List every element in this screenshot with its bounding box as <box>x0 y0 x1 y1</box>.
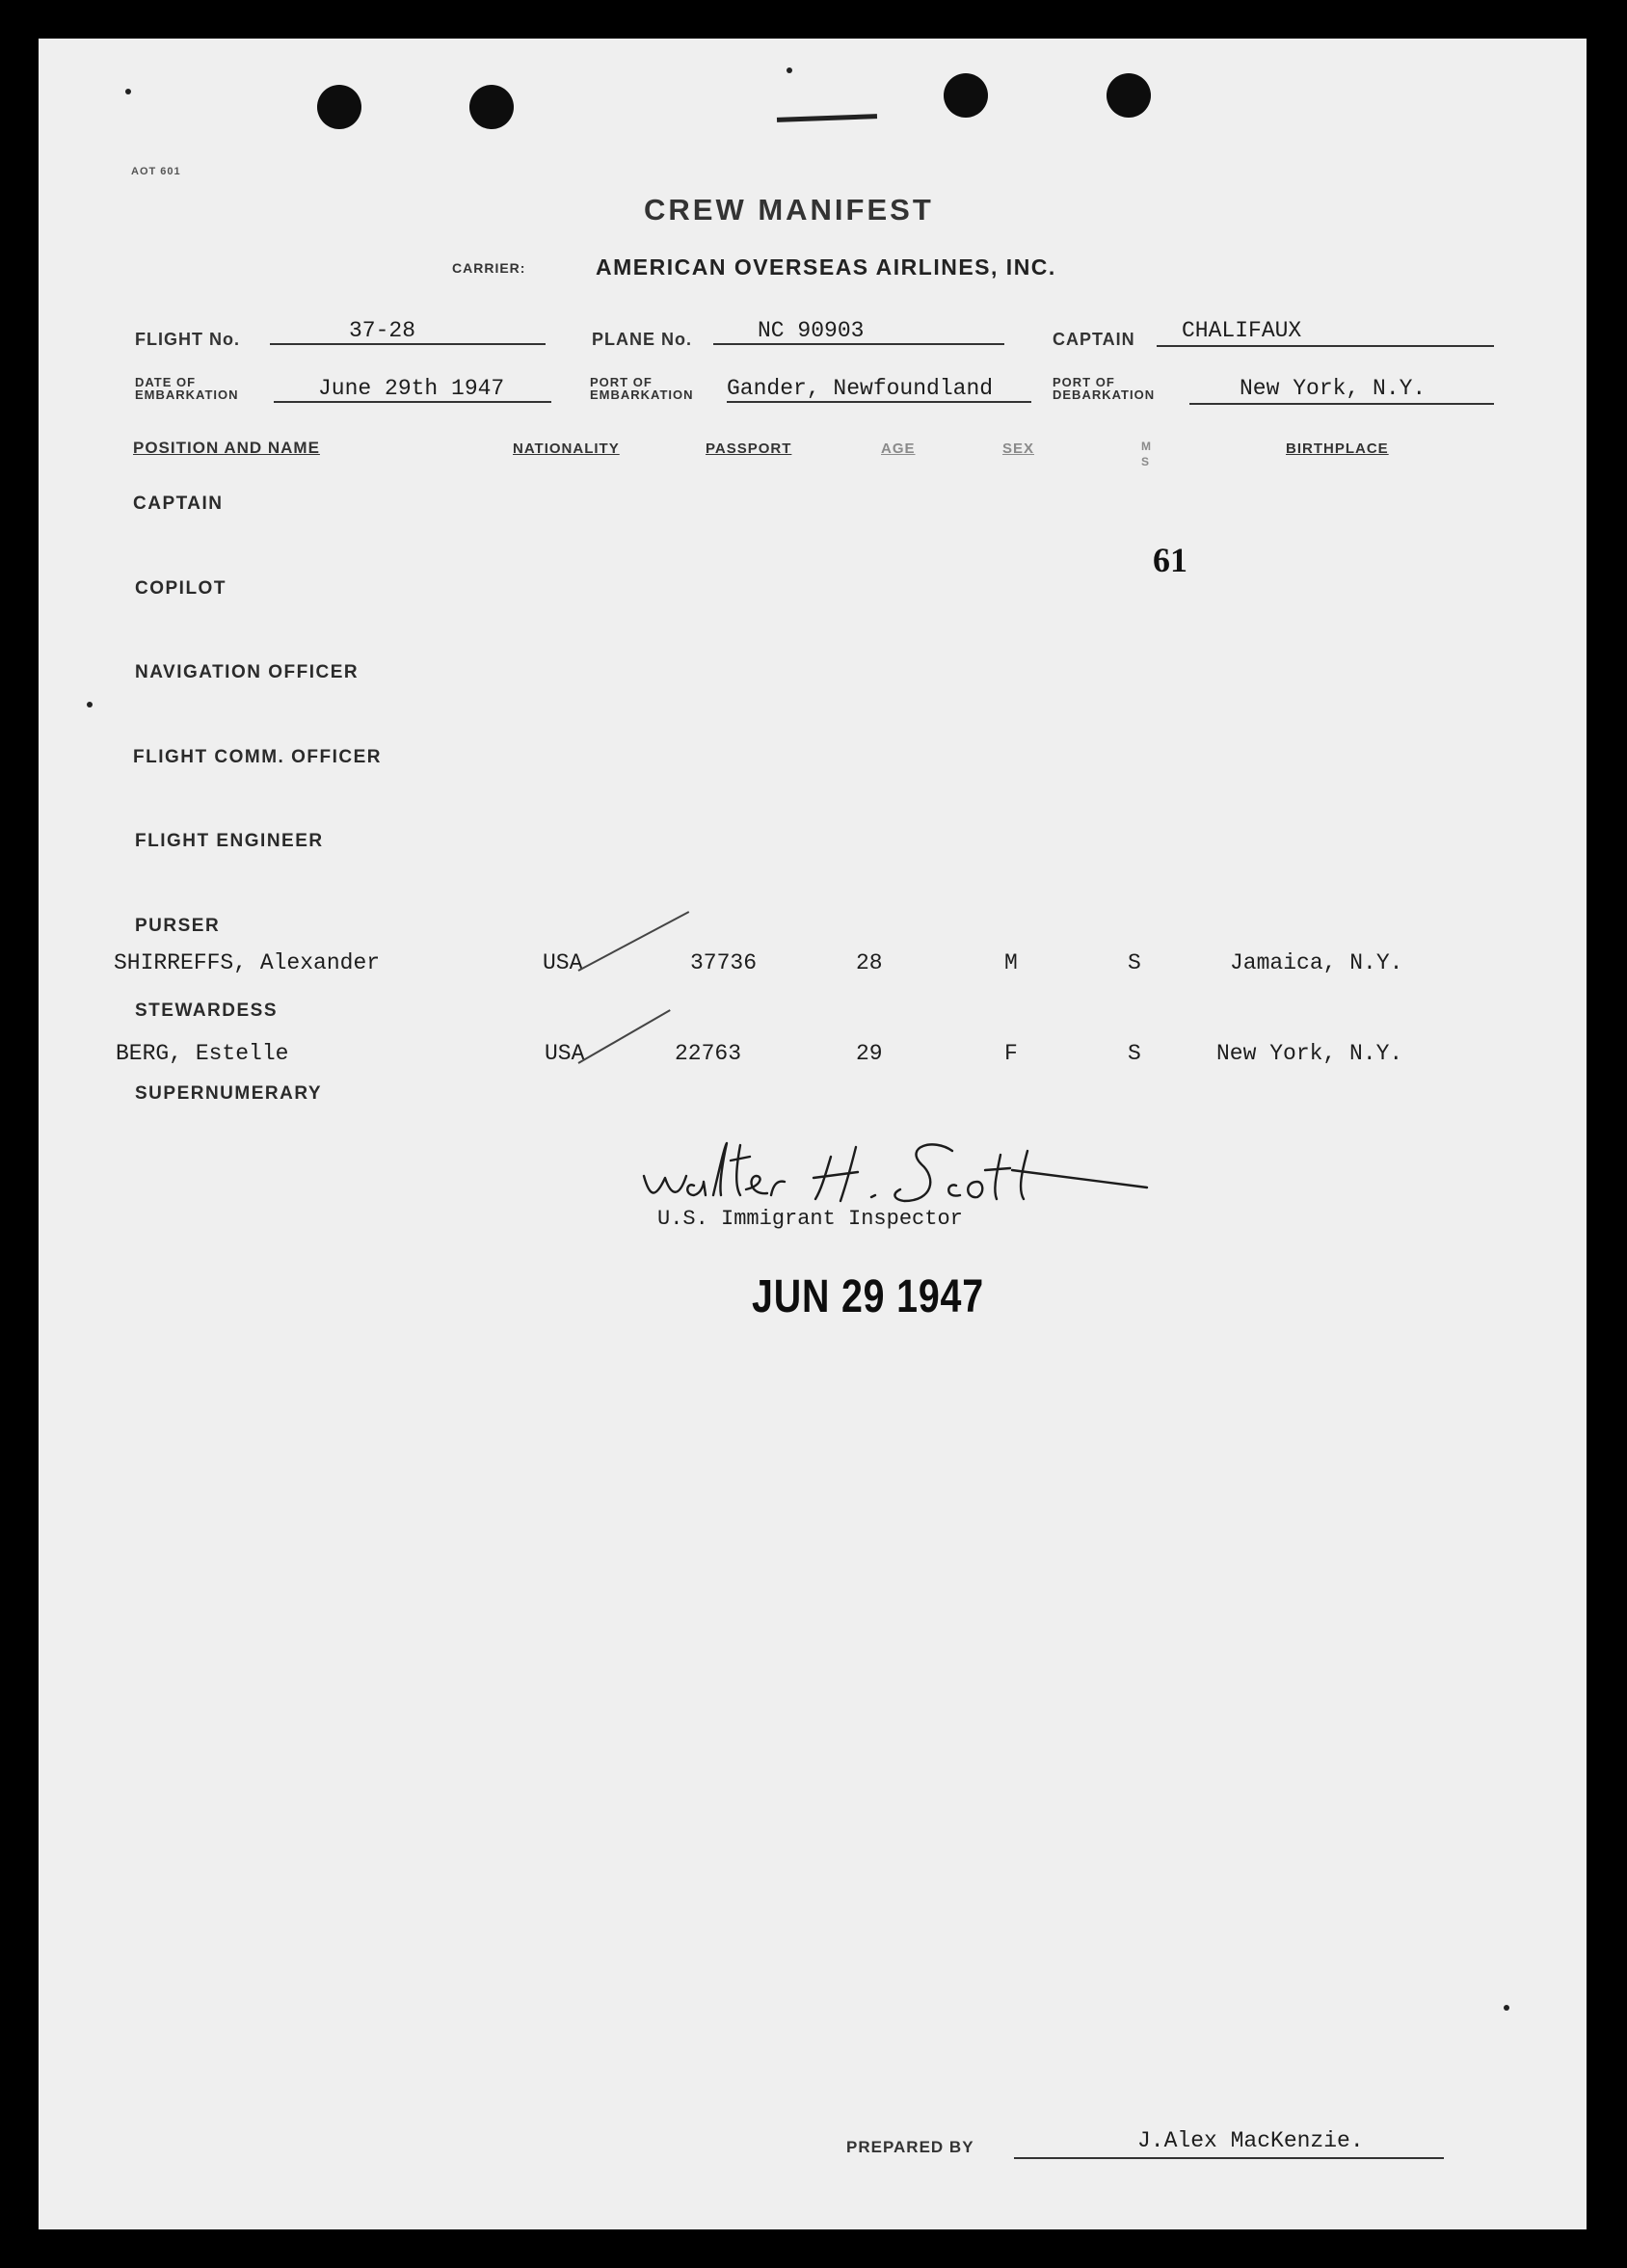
crew-age: 28 <box>856 950 883 975</box>
crew-age: 29 <box>856 1041 883 1066</box>
crew-name: SHIRREFFS, Alexander <box>114 950 381 975</box>
col-position-name: POSITION AND NAME <box>133 439 320 457</box>
port-of-debarkation: New York, N.Y. <box>1240 376 1427 401</box>
col-nationality: NATIONALITY <box>513 440 620 457</box>
date-stamp: JUN 29 1947 <box>752 1271 984 1322</box>
crew-birthplace: New York, N.Y. <box>1216 1041 1403 1066</box>
crew-birthplace: Jamaica, N.Y. <box>1230 950 1403 975</box>
flight-no-label: FLIGHT No. <box>135 330 240 349</box>
paper-speck <box>787 67 792 73</box>
inspector-title: U.S. Immigrant Inspector <box>657 1207 963 1231</box>
col-birthplace: BIRTHPLACE <box>1286 440 1389 457</box>
page-number: 61 <box>1153 541 1187 579</box>
prepared-by-line <box>1014 2157 1444 2159</box>
port-emb-line <box>727 401 1031 403</box>
captain-line <box>1157 345 1494 347</box>
flight-no-line <box>270 343 546 345</box>
position-comm-officer: FLIGHT COMM. OFFICER <box>133 747 382 767</box>
date-line <box>274 401 551 403</box>
crew-marital: S <box>1128 1041 1141 1066</box>
page-title: CREW MANIFEST <box>644 193 934 227</box>
crew-nationality: USA <box>543 950 583 975</box>
position-copilot: COPILOT <box>135 578 227 599</box>
prepared-by-label: PREPARED BY <box>846 2138 974 2156</box>
paper-speck <box>125 89 131 94</box>
embarkation-date: June 29th 1947 <box>318 376 505 401</box>
port-emb-label-2: EMBARKATION <box>590 387 694 402</box>
crew-sex: M <box>1004 950 1018 975</box>
port-emb-label-1: PORT OF <box>590 375 653 389</box>
port-of-embarkation: Gander, Newfoundland <box>727 376 994 401</box>
crew-passport: 37736 <box>690 950 758 975</box>
plane-no-value: NC 90903 <box>758 318 865 343</box>
col-marital-top: M <box>1141 440 1152 453</box>
punch-hole <box>469 85 514 129</box>
captain-value: CHALIFAUX <box>1182 318 1302 343</box>
flight-no-value: 37-28 <box>349 318 416 343</box>
position-flight-engineer: FLIGHT ENGINEER <box>135 831 324 851</box>
crew-marital: S <box>1128 950 1141 975</box>
punch-hole <box>944 73 988 118</box>
form-code: AOT 601 <box>131 166 181 177</box>
punch-hole <box>1107 73 1151 118</box>
paper-speck <box>1504 2005 1509 2011</box>
crew-nationality: USA <box>545 1041 585 1066</box>
position-stewardess: STEWARDESS <box>135 1001 279 1021</box>
prepared-by-value: J.Alex MacKenzie. <box>1137 2128 1364 2153</box>
date-label-2: EMBARKATION <box>135 387 239 402</box>
crew-name: BERG, Estelle <box>116 1041 289 1066</box>
carrier-label: CARRIER: <box>452 260 526 276</box>
date-label-1: DATE OF <box>135 375 197 389</box>
punch-hole <box>317 85 361 129</box>
position-purser: PURSER <box>135 916 221 936</box>
crew-sex: F <box>1004 1041 1018 1066</box>
carrier-name: AMERICAN OVERSEAS AIRLINES, INC. <box>596 254 1056 280</box>
col-sex: SEX <box>1002 440 1035 457</box>
position-captain: CAPTAIN <box>133 494 224 514</box>
col-passport: PASSPORT <box>706 440 792 457</box>
plane-no-label: PLANE No. <box>592 330 693 349</box>
plane-no-line <box>713 343 1004 345</box>
captain-label: CAPTAIN <box>1053 330 1135 349</box>
paper-speck <box>87 702 93 707</box>
port-deb-line <box>1189 403 1494 405</box>
position-navigation-officer: NAVIGATION OFFICER <box>135 662 360 682</box>
col-marital-bottom: S <box>1141 455 1151 468</box>
position-supernumerary: SUPERNUMERARY <box>135 1083 323 1104</box>
col-age: AGE <box>881 440 916 457</box>
port-deb-label-2: DEBARKATION <box>1053 387 1156 402</box>
port-deb-label-1: PORT OF <box>1053 375 1115 389</box>
crew-passport: 22763 <box>675 1041 742 1066</box>
